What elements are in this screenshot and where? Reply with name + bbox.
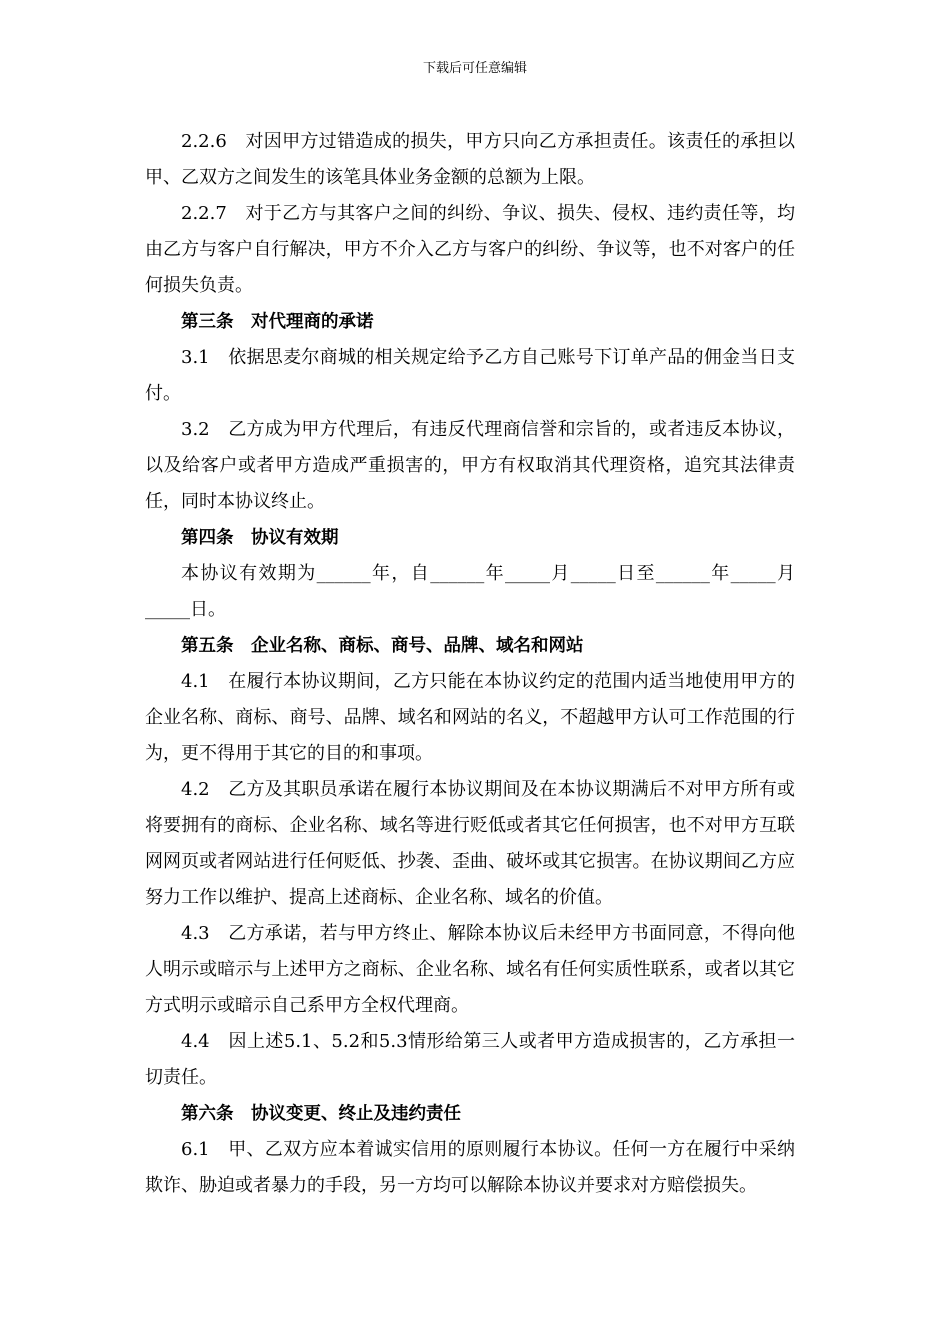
clause-4-1: 4.1 在履行本协议期间，乙方只能在本协议约定的范围内适当地使用甲方的企业名称、商标、商号、品牌、域名和网站的名义，不超越甲方认可工作范围的行为，更不得用于其它的目的和事项。 (145, 671, 795, 764)
validity-period: 本协议有效期为______年，自______年_____月_____日至______年_____月_____日。 (145, 563, 795, 620)
page-header: 下载后可任意编辑 (422, 61, 527, 76)
article-6-heading: 第六条 协议变更、终止及违约责任 (181, 1104, 461, 1124)
document-body (145, 124, 795, 1204)
clause-2-2-7: 2.2.7 对于乙方与其客户之间的纠纷、争议、损失、侵权、违约责任等，均由乙方与客户自行解决，甲方不介入乙方与客户的纠纷、争议等，也不对客户的任何损失负责。 (145, 203, 795, 296)
clause-4-4: 4.4 因上述5.1、5.2和5.3情形给第三人或者甲方造成损害的，乙方承担一切责任。 (145, 1031, 795, 1088)
clause-3-1: 3.1 依据思麦尔商城的相关规定给予乙方自己账号下订单产品的佣金当日支付。 (145, 347, 795, 404)
article-5-heading: 第五条 企业名称、商标、商号、品牌、域名和网站 (181, 636, 584, 656)
clause-6-1: 6.1 甲、乙双方应本着诚实信用的原则履行本协议。任何一方在履行中采纳欺诈、胁迫或者暴力的手段，另一方均可以解除本协议并要求对方赔偿损失。 (145, 1139, 795, 1196)
article-4-heading: 第四条 协议有效期 (181, 528, 339, 548)
article-3-heading: 第三条 对代理商的承诺 (181, 312, 374, 332)
clause-3-2: 3.2 乙方成为甲方代理后，有违反代理商信誉和宗旨的，或者违反本协议，以及给客户或者甲方造成严重损害的，甲方有权取消其代理资格，追究其法律责任，同时本协议终止。 (145, 419, 795, 512)
clause-4-2: 4.2 乙方及其职员承诺在履行本协议期间及在本协议期满后不对甲方所有或将要拥有的商标、企业名称、域名等进行贬低或者其它任何损害，也不对甲方互联网网页或者网站进行任何贬低、抄袭、歪曲、破坏或其它损害。在协议期间乙方应努力工作以维护、提高上述商标、企业名称、域名的价值。 (145, 779, 795, 908)
clause-2-2-6: 2.2.6 对因甲方过错造成的损失，甲方只向乙方承担责任。该责任的承担以甲、乙双方之间发生的该笔具体业务金额的总额为上限。 (145, 131, 795, 188)
clause-4-3: 4.3 乙方承诺，若与甲方终止、解除本协议后未经甲方书面同意，不得向他人明示或暗示与上述甲方之商标、企业名称、域名有任何实质性联系，或者以其它方式明示或暗示自己系甲方全权代理商。 (145, 923, 795, 1016)
